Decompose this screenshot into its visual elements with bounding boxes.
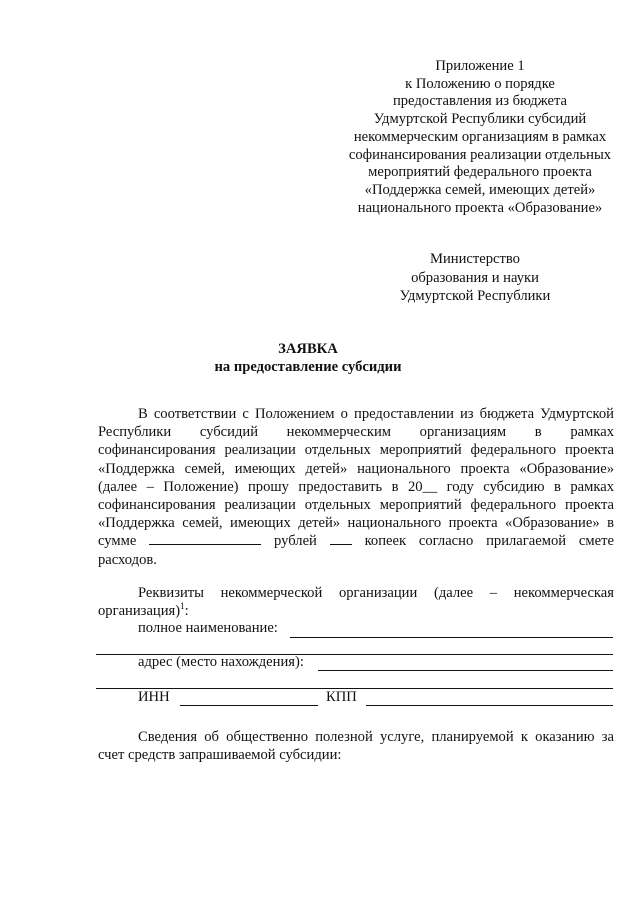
appendix-line: мероприятий федерального проекта [368,164,592,181]
sum-line [98,532,614,550]
requisites-paragraph [98,584,614,620]
appendix-line: национального проекта «Образование» [357,199,603,216]
appendix-line: Приложение 1 [435,58,525,74]
document-title [0,340,640,376]
title-sub: на предоставление субсидии [214,359,402,375]
footnote-mark: 1 [180,601,185,612]
appendix-line: к Положению о порядке [405,75,555,92]
inn-label: ИНН [138,689,170,705]
service-paragraph [98,728,614,764]
requisites-colon: : [184,603,189,620]
service-line: счет средств запрашиваемой субсидии: [98,747,342,764]
address-label: адрес (место нахождения): [138,654,304,670]
paragraph-line: софинансирования реализации отдельных мероприятий федерального проекта [98,442,614,459]
kpp-field[interactable] [366,705,613,706]
appendix-line: софинансирования реализации отдельных [348,146,612,163]
kopecks-label: копеек согласно прилагаемой смете [364,533,614,550]
appendix-line: Удмуртской Республики субсидий [373,111,587,128]
requisites-line: Реквизиты некоммерческой организации (далее – некоммерческая [138,585,614,601]
addressee-block [388,250,562,306]
rubles-label: рублей [274,533,317,550]
paragraph-line: (далее – Положение) прошу предоставить в 20__ году субсидию в рамках [98,478,614,495]
sum-kopecks-field[interactable] [330,532,352,545]
paragraph-line: Республики субсидий некоммерческим организациям в рамках [98,424,614,441]
appendix-line: «Поддержка семей, имеющих детей» [364,181,596,198]
addressee-line: образования и науки [411,269,539,286]
requisites-text: организация) [98,603,181,620]
kpp-label: КПП [326,689,357,705]
appendix-header [330,58,630,217]
requisites-line-2 [98,602,614,620]
appendix-line: некоммерческим организациям в рамках [353,128,607,145]
paragraph-line: «Поддержка семей, имеющих детей» национального проекта «Образование» [98,460,614,477]
request-paragraph [98,405,614,569]
addressee-line: Министерство [430,251,520,267]
appendix-line: предоставления из бюджета [392,93,568,110]
sum-prefix: сумме [98,533,137,550]
service-line: Сведения об общественно полезной услуге, планируемой к оказанию за [138,729,614,745]
paragraph-line: «Поддержка семей, имеющих детей» национального проекта «Образование» в [98,515,614,532]
full-name-field[interactable] [290,637,613,638]
paragraph-line: В соответствии с Положением о предоставлении из бюджета Удмуртской [138,406,614,422]
sum-rubles-field[interactable] [149,532,261,545]
inn-field[interactable] [180,705,318,706]
title-main: ЗАЯВКА [278,341,338,357]
address-field[interactable] [318,670,613,671]
paragraph-line: расходов. [98,551,157,568]
addressee-line: Удмуртской Республики [399,288,551,304]
full-name-label: полное наименование: [138,620,278,636]
paragraph-line: софинансирования реализации отдельных мероприятий федерального проекта [98,497,614,514]
